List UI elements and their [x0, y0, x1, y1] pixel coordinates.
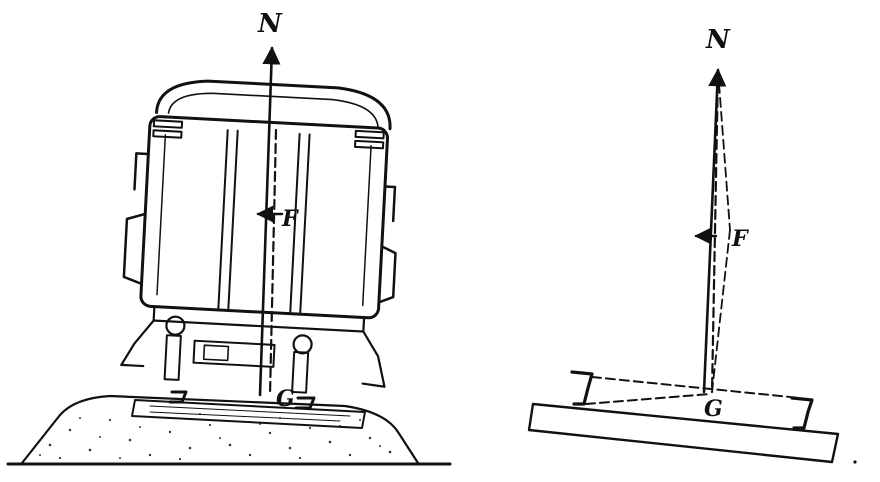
right-label-G: G [704, 396, 723, 422]
rail-connection-dashes [586, 377, 800, 404]
left-label-G: G [276, 386, 295, 412]
right-label-F: F [732, 226, 748, 252]
right-label-N: N [706, 25, 730, 55]
force-vectors-left [258, 48, 282, 395]
left-label-N: N [258, 9, 282, 39]
force-parallelogram [696, 70, 730, 392]
railway-sleeper [132, 400, 365, 428]
scan-speck [853, 460, 856, 463]
left-label-F: F [282, 206, 298, 232]
left-panel [8, 9, 450, 464]
embankment [8, 396, 450, 464]
tilted-sleeper [529, 404, 838, 462]
right-panel [529, 25, 857, 464]
